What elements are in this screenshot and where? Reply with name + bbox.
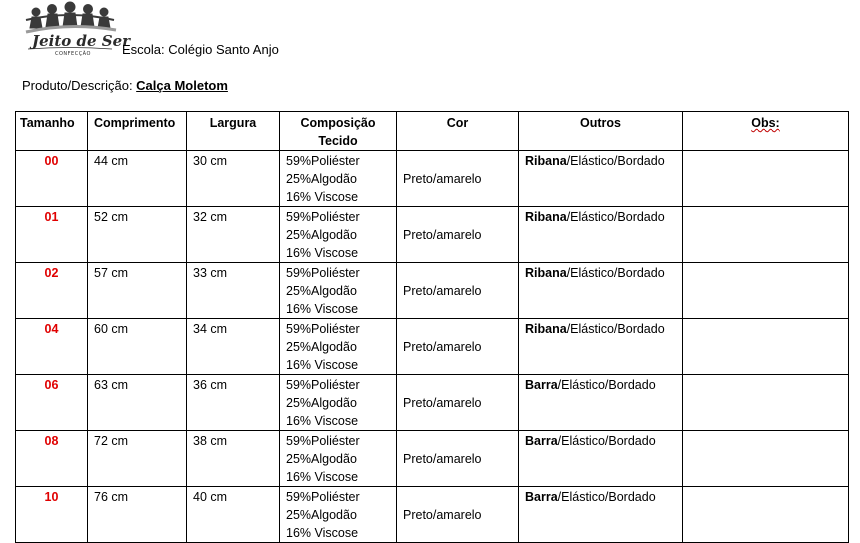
- table-header-row: [16, 112, 849, 151]
- product-name: Calça Moletom: [136, 78, 228, 93]
- composition-line: 16% Viscose: [286, 470, 359, 484]
- outros-cell: [519, 263, 683, 319]
- size-spec-table: [15, 111, 849, 543]
- composition-line: 59%Poliéster: [286, 266, 360, 280]
- composition-cell: [280, 151, 397, 207]
- composition-line: 25%Algodão: [286, 340, 357, 354]
- length-cell: 63 cm: [88, 375, 187, 431]
- color-cell: Preto/amarelo: [397, 263, 519, 319]
- composition-cell: [280, 487, 397, 543]
- size-cell: 02: [16, 263, 88, 319]
- composition-line: 25%Algodão: [286, 452, 357, 466]
- table-row: [16, 263, 849, 319]
- outros-rest: /Elástico/Bordado: [557, 490, 656, 504]
- length-cell: 57 cm: [88, 263, 187, 319]
- outros-cell: [519, 487, 683, 543]
- width-cell: 30 cm: [187, 151, 280, 207]
- logo-text: Jeito de Ser: [32, 32, 131, 50]
- header-tamanho: Tamanho: [16, 112, 88, 151]
- color-cell: Preto/amarelo: [397, 431, 519, 487]
- outros-rest: /Elástico/Bordado: [557, 378, 656, 392]
- width-cell: 32 cm: [187, 207, 280, 263]
- size-cell: 08: [16, 431, 88, 487]
- composition-line: 59%Poliéster: [286, 210, 360, 224]
- header-composicao: [280, 112, 397, 151]
- header-composicao-line2: Tecido: [318, 134, 358, 148]
- table-row: [16, 319, 849, 375]
- width-cell: 36 cm: [187, 375, 280, 431]
- header-composicao-line1: Composição: [300, 116, 376, 130]
- composition-cell: [280, 263, 397, 319]
- size-cell: 01: [16, 207, 88, 263]
- composition-cell: [280, 375, 397, 431]
- outros-cell: [519, 207, 683, 263]
- header-largura: Largura: [187, 112, 280, 151]
- composition-line: 16% Viscose: [286, 358, 359, 372]
- size-cell: 00: [16, 151, 88, 207]
- length-cell: 60 cm: [88, 319, 187, 375]
- header-obs-label: Obs:: [751, 116, 780, 130]
- composition-line: 25%Algodão: [286, 172, 357, 186]
- composition-line: 25%Algodão: [286, 508, 357, 522]
- composition-line: 16% Viscose: [286, 246, 359, 260]
- outros-cell: [519, 319, 683, 375]
- table-row: [16, 487, 849, 543]
- outros-rest: /Elástico/Bordado: [566, 210, 665, 224]
- outros-main: Barra: [525, 490, 558, 504]
- table-row: [16, 431, 849, 487]
- company-logo: [22, 2, 131, 57]
- outros-main: Barra: [525, 434, 558, 448]
- size-cell: 04: [16, 319, 88, 375]
- product-line: [22, 78, 228, 93]
- composition-line: 59%Poliéster: [286, 490, 360, 504]
- outros-rest: /Elástico/Bordado: [566, 322, 665, 336]
- width-cell: 34 cm: [187, 319, 280, 375]
- table-body: [16, 151, 849, 543]
- composition-cell: [280, 431, 397, 487]
- width-cell: 33 cm: [187, 263, 280, 319]
- outros-rest: /Elástico/Bordado: [566, 154, 665, 168]
- color-cell: Preto/amarelo: [397, 487, 519, 543]
- composition-line: 16% Viscose: [286, 414, 359, 428]
- outros-cell: [519, 375, 683, 431]
- obs-cell: [683, 207, 849, 263]
- outros-main: Ribana: [525, 210, 567, 224]
- color-cell: Preto/amarelo: [397, 375, 519, 431]
- composition-line: 16% Viscose: [286, 302, 359, 316]
- outros-main: Ribana: [525, 266, 567, 280]
- outros-rest: /Elástico/Bordado: [566, 266, 665, 280]
- header-comprimento: Comprimento: [88, 112, 187, 151]
- product-label: Produto/Descrição:: [22, 78, 137, 93]
- obs-cell: [683, 431, 849, 487]
- size-cell: 06: [16, 375, 88, 431]
- width-cell: 38 cm: [187, 431, 280, 487]
- obs-cell: [683, 487, 849, 543]
- width-cell: 40 cm: [187, 487, 280, 543]
- obs-cell: [683, 375, 849, 431]
- length-cell: 76 cm: [88, 487, 187, 543]
- composition-line: 16% Viscose: [286, 190, 359, 204]
- table-row: [16, 375, 849, 431]
- composition-line: 25%Algodão: [286, 284, 357, 298]
- color-cell: Preto/amarelo: [397, 207, 519, 263]
- logo-subtext: CONFECÇÃO: [55, 51, 91, 57]
- color-cell: Preto/amarelo: [397, 151, 519, 207]
- header-outros: Outros: [519, 112, 683, 151]
- table-row: [16, 151, 849, 207]
- header-cor: Cor: [397, 112, 519, 151]
- obs-cell: [683, 319, 849, 375]
- composition-line: 59%Poliéster: [286, 154, 360, 168]
- length-cell: 52 cm: [88, 207, 187, 263]
- composition-line: 59%Poliéster: [286, 322, 360, 336]
- composition-line: 25%Algodão: [286, 228, 357, 242]
- obs-cell: [683, 263, 849, 319]
- outros-cell: [519, 151, 683, 207]
- table-row: [16, 207, 849, 263]
- composition-line: 59%Poliéster: [286, 434, 360, 448]
- composition-line: 16% Viscose: [286, 526, 359, 540]
- outros-rest: /Elástico/Bordado: [557, 434, 656, 448]
- length-cell: 72 cm: [88, 431, 187, 487]
- composition-line: 59%Poliéster: [286, 378, 360, 392]
- outros-main: Ribana: [525, 322, 567, 336]
- outros-main: Ribana: [525, 154, 567, 168]
- outros-main: Barra: [525, 378, 558, 392]
- school-label: Escola: Colégio Santo Anjo: [122, 42, 279, 57]
- color-cell: Preto/amarelo: [397, 319, 519, 375]
- size-cell: 10: [16, 487, 88, 543]
- composition-cell: [280, 207, 397, 263]
- composition-cell: [280, 319, 397, 375]
- header-obs: [683, 112, 849, 151]
- length-cell: 44 cm: [88, 151, 187, 207]
- outros-cell: [519, 431, 683, 487]
- obs-cell: [683, 151, 849, 207]
- composition-line: 25%Algodão: [286, 396, 357, 410]
